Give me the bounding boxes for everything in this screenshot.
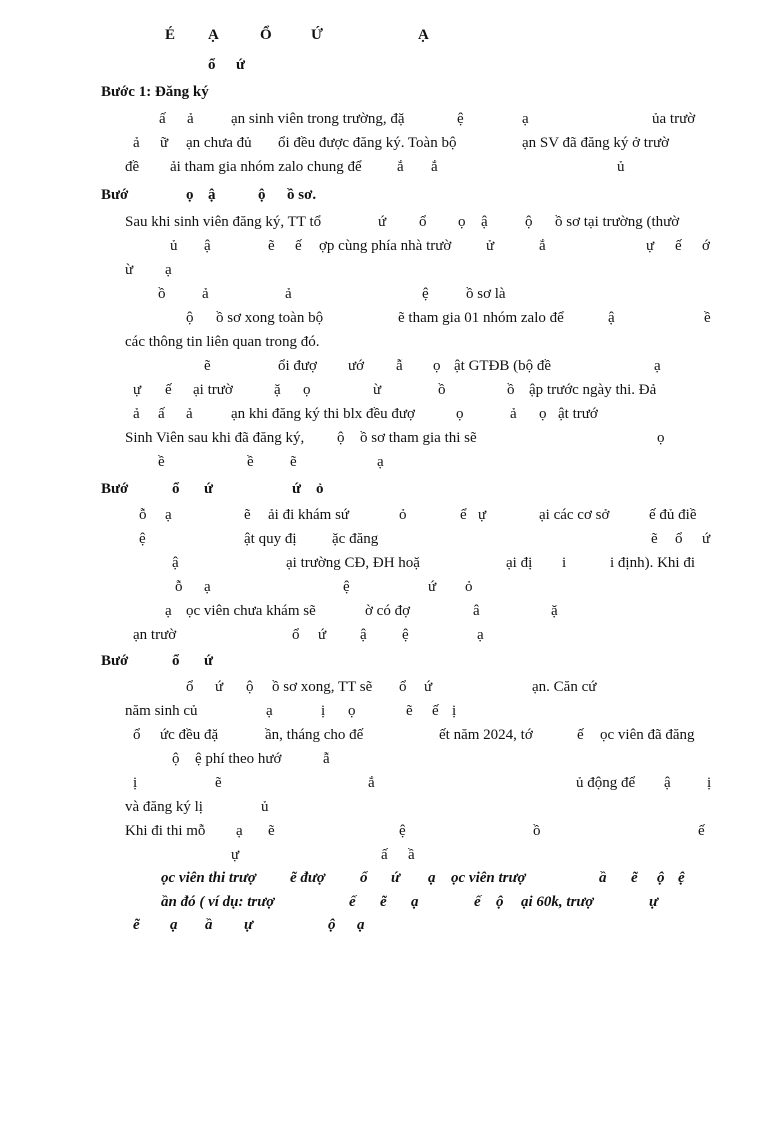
step1-line bbox=[0, 156, 768, 178]
text-fragment: ị bbox=[452, 703, 457, 719]
step2-heading bbox=[0, 184, 768, 206]
text-fragment: ỏ bbox=[465, 579, 473, 595]
step4-line bbox=[0, 772, 768, 794]
text-fragment: ặc đăng bbox=[332, 531, 379, 547]
note-fragment: ự bbox=[649, 894, 658, 910]
text-fragment: ạn. Căn cứ bbox=[532, 679, 597, 695]
text-fragment: ỗ bbox=[139, 507, 147, 523]
step4-note-line bbox=[0, 914, 768, 936]
title-fragment: Ổ bbox=[260, 27, 272, 43]
text-fragment: ọ bbox=[303, 382, 311, 398]
step2-line bbox=[0, 283, 768, 305]
text-fragment: ự bbox=[133, 382, 142, 398]
text-fragment: ứ bbox=[424, 679, 433, 695]
text-fragment: ạ bbox=[522, 111, 529, 127]
heading-text: Bước 1: Đăng ký bbox=[101, 84, 209, 100]
text-fragment: ẫ bbox=[396, 358, 403, 374]
note-fragment: ổ bbox=[360, 870, 368, 886]
text-fragment: ọ bbox=[348, 703, 356, 719]
step4-note-line bbox=[0, 867, 768, 889]
note-fragment: ẽ đượ bbox=[290, 870, 325, 886]
title-fragment: Ạ bbox=[418, 27, 429, 43]
step2-line bbox=[0, 379, 768, 401]
text-fragment: ẫ bbox=[323, 751, 330, 767]
text-fragment: ổ bbox=[292, 627, 300, 643]
text-fragment: ệ bbox=[139, 531, 146, 547]
text-fragment: ẽ bbox=[406, 703, 413, 719]
text-fragment: năm sinh củ bbox=[125, 703, 198, 719]
note-fragment: ệ bbox=[678, 870, 685, 886]
text-fragment: ết năm 2024, tớ bbox=[439, 727, 533, 743]
text-fragment: ọ bbox=[539, 406, 547, 422]
text-fragment: ủ bbox=[261, 799, 269, 815]
text-fragment: ế đủ điề bbox=[649, 507, 697, 523]
note-fragment: ạ bbox=[170, 917, 178, 933]
text-fragment: ẽ bbox=[290, 454, 297, 470]
step2-line bbox=[0, 403, 768, 425]
text-fragment: đề bbox=[125, 159, 140, 175]
text-fragment: ồ bbox=[507, 382, 515, 398]
text-fragment: ả bbox=[285, 286, 292, 302]
heading-text: ộ bbox=[258, 187, 266, 203]
text-fragment: ạ bbox=[165, 507, 172, 523]
heading-text: ỏ bbox=[316, 481, 324, 497]
step4-line bbox=[0, 820, 768, 842]
step1-line bbox=[0, 132, 768, 154]
text-fragment: ậ bbox=[172, 555, 179, 571]
title-fragment: Ứ bbox=[311, 27, 323, 43]
step1-line bbox=[0, 108, 768, 130]
step2-line bbox=[0, 427, 768, 449]
text-fragment: ạ bbox=[477, 627, 484, 643]
text-fragment: ấ bbox=[158, 406, 165, 422]
text-fragment: ồ sơ xong, TT sẽ bbox=[272, 679, 373, 695]
text-fragment: ật GTĐB (bộ đề bbox=[454, 358, 552, 374]
text-fragment: ướ bbox=[348, 358, 365, 374]
text-fragment: ỗ bbox=[175, 579, 183, 595]
text-fragment: ải tham gia nhóm zalo chung để bbox=[170, 159, 362, 175]
text-fragment: ắ bbox=[397, 159, 404, 175]
text-fragment: ộ bbox=[186, 310, 194, 326]
text-fragment: ậ bbox=[204, 238, 211, 254]
text-fragment: ậ bbox=[481, 214, 488, 230]
text-fragment: ị bbox=[707, 775, 712, 791]
text-fragment: ứ bbox=[702, 531, 711, 547]
text-fragment: ổ bbox=[399, 679, 407, 695]
text-fragment: ọ bbox=[456, 406, 464, 422]
step3-line bbox=[0, 552, 768, 574]
text-fragment: ẽ bbox=[268, 823, 275, 839]
text-fragment: ể bbox=[460, 507, 467, 523]
text-fragment: ợp cùng phía nhà trườ bbox=[319, 238, 452, 254]
text-fragment: ổ bbox=[675, 531, 683, 547]
step2-line bbox=[0, 235, 768, 257]
text-fragment: ệ phí theo hướ bbox=[195, 751, 282, 767]
text-fragment: ề bbox=[158, 454, 165, 470]
doc-title bbox=[0, 24, 768, 46]
text-fragment: ự bbox=[478, 507, 487, 523]
text-fragment: ệ bbox=[402, 627, 409, 643]
step2-line bbox=[0, 355, 768, 377]
text-fragment: ấ bbox=[381, 847, 388, 863]
text-fragment: ế bbox=[577, 727, 584, 743]
text-fragment: ừ bbox=[373, 382, 382, 398]
text-fragment: ớ bbox=[702, 238, 710, 254]
step3-heading bbox=[0, 478, 768, 500]
text-fragment: ồ sơ tham gia thi sẽ bbox=[360, 430, 477, 446]
text-fragment: ập trước ngày thi. Đả bbox=[529, 382, 657, 398]
text-fragment: ắ bbox=[368, 775, 375, 791]
text-fragment: ứ bbox=[378, 214, 387, 230]
text-fragment: â bbox=[473, 603, 480, 619]
text-fragment: ẽ tham gia 01 nhóm zalo để bbox=[398, 310, 564, 326]
text-fragment: ả bbox=[510, 406, 517, 422]
text-fragment: ồ bbox=[438, 382, 446, 398]
step2-line bbox=[0, 331, 768, 353]
text-fragment: ồ sơ tại trường (thườ bbox=[555, 214, 680, 230]
step4-line bbox=[0, 748, 768, 770]
text-fragment: ắ bbox=[539, 238, 546, 254]
text-fragment: ạ bbox=[654, 358, 661, 374]
text-fragment: ạ bbox=[165, 603, 172, 619]
text-fragment: Sau khi sinh viên đăng ký, TT tổ bbox=[125, 214, 322, 230]
text-fragment: ủ bbox=[617, 159, 625, 175]
text-fragment: ả bbox=[202, 286, 209, 302]
note-fragment: ạ bbox=[411, 894, 419, 910]
doc-subtitle bbox=[0, 54, 768, 76]
text-fragment: ự bbox=[646, 238, 655, 254]
heading-text: ọ bbox=[186, 187, 194, 203]
text-fragment: ỏ bbox=[399, 507, 407, 523]
text-fragment: ậ bbox=[608, 310, 615, 326]
title-fragment: É bbox=[165, 27, 176, 43]
note-fragment: ế bbox=[474, 894, 481, 910]
step4-line bbox=[0, 796, 768, 818]
text-fragment: ọc viên chưa khám sẽ bbox=[186, 603, 316, 619]
text-fragment: ủ động để bbox=[576, 775, 636, 791]
text-fragment: ử bbox=[486, 238, 495, 254]
step3-line bbox=[0, 504, 768, 526]
text-fragment: ộ bbox=[172, 751, 180, 767]
heading-text: ổ bbox=[172, 653, 180, 669]
text-fragment: ải đi khám sứ bbox=[268, 507, 350, 523]
note-fragment: ộ bbox=[496, 894, 504, 910]
note-fragment: ại 60k, trượ bbox=[521, 894, 594, 910]
text-fragment: ổ bbox=[133, 727, 141, 743]
step4-line bbox=[0, 844, 768, 866]
text-fragment: ồ bbox=[158, 286, 166, 302]
subtitle-fragment: ứ bbox=[236, 57, 246, 73]
text-fragment: ậ bbox=[360, 627, 367, 643]
text-fragment: ạ bbox=[204, 579, 211, 595]
text-fragment: ạn trườ bbox=[133, 627, 177, 643]
text-fragment: ế bbox=[295, 238, 302, 254]
heading-text: ứ bbox=[204, 481, 214, 497]
text-fragment: ọ bbox=[458, 214, 466, 230]
step1-heading bbox=[0, 81, 768, 103]
text-fragment: ọ bbox=[433, 358, 441, 374]
text-fragment: ờ có đợ bbox=[365, 603, 411, 619]
text-fragment: ẽ bbox=[651, 531, 658, 547]
text-fragment: ức đều đặ bbox=[160, 727, 219, 743]
step2-line bbox=[0, 211, 768, 233]
text-fragment: và đăng ký lị bbox=[125, 799, 203, 815]
text-fragment: các thông tin liên quan trong đó. bbox=[125, 334, 320, 350]
note-fragment: ọc viên thi trượ bbox=[161, 870, 256, 886]
text-fragment: ẽ bbox=[268, 238, 275, 254]
text-fragment: ắ bbox=[431, 159, 438, 175]
text-fragment: ả bbox=[187, 111, 194, 127]
text-fragment: ạ bbox=[236, 823, 243, 839]
text-fragment: ứ bbox=[428, 579, 437, 595]
text-fragment: ần, tháng cho đế bbox=[265, 727, 364, 743]
text-fragment: ật trướ bbox=[558, 406, 598, 422]
text-fragment: ệ bbox=[343, 579, 350, 595]
text-fragment: ị bbox=[133, 775, 138, 791]
heading-text: ứ bbox=[292, 481, 302, 497]
heading-text: Bướ bbox=[101, 481, 129, 497]
text-fragment: ủa trườ bbox=[652, 111, 696, 127]
text-fragment: ại đị bbox=[506, 555, 533, 571]
text-fragment: ả bbox=[186, 406, 193, 422]
text-fragment: ại trườ bbox=[193, 382, 233, 398]
text-fragment: ạ bbox=[377, 454, 384, 470]
text-fragment: ổ bbox=[186, 679, 194, 695]
note-fragment: ạ bbox=[428, 870, 436, 886]
text-fragment: ữ bbox=[160, 135, 169, 151]
text-fragment: ại trường CĐ, ĐH hoặ bbox=[286, 555, 420, 571]
text-fragment: ả bbox=[133, 135, 140, 151]
text-fragment: ộ bbox=[337, 430, 345, 446]
text-fragment: ệ bbox=[422, 286, 429, 302]
text-fragment: ế bbox=[432, 703, 439, 719]
text-fragment: ộ bbox=[525, 214, 533, 230]
text-fragment: ứ bbox=[215, 679, 224, 695]
note-fragment: ầ bbox=[599, 870, 607, 886]
step2-line bbox=[0, 451, 768, 473]
text-fragment: ầ bbox=[408, 847, 415, 863]
note-fragment: ần đó ( ví dụ: trượ bbox=[161, 894, 275, 910]
text-fragment: ổ bbox=[419, 214, 427, 230]
heading-text: ổ bbox=[172, 481, 180, 497]
text-fragment: ừ bbox=[125, 262, 134, 278]
text-fragment: ặ bbox=[274, 382, 281, 398]
step3-line bbox=[0, 576, 768, 598]
step4-line bbox=[0, 724, 768, 746]
heading-text: ứ bbox=[204, 653, 214, 669]
text-fragment: ộ bbox=[246, 679, 254, 695]
heading-text: ồ sơ. bbox=[287, 187, 317, 203]
text-fragment: ổi đượ bbox=[278, 358, 317, 374]
note-fragment: ạ bbox=[357, 917, 365, 933]
text-fragment: ổi đều được đăng ký. Toàn bộ bbox=[278, 135, 457, 151]
note-fragment: ứ bbox=[391, 870, 400, 886]
step3-line bbox=[0, 624, 768, 646]
step4-note-line bbox=[0, 891, 768, 913]
heading-text: ậ bbox=[208, 187, 216, 203]
text-fragment: ậ bbox=[664, 775, 671, 791]
text-fragment: ại các cơ sở bbox=[539, 507, 610, 523]
text-fragment: ọ bbox=[657, 430, 665, 446]
text-fragment: ạn SV đã đăng ký ở trườ bbox=[522, 135, 670, 151]
text-fragment: ạ bbox=[266, 703, 273, 719]
text-fragment: ạn sinh viên trong trường, đặ bbox=[231, 111, 405, 127]
step4-heading bbox=[0, 650, 768, 672]
text-fragment: i định). Khi đi bbox=[610, 555, 695, 571]
text-fragment: ạn chưa đủ bbox=[186, 135, 252, 151]
step4-line bbox=[0, 676, 768, 698]
text-fragment: ề bbox=[704, 310, 711, 326]
heading-text: Bướ bbox=[101, 187, 129, 203]
text-fragment: ồ sơ là bbox=[466, 286, 506, 302]
text-fragment: ế bbox=[698, 823, 705, 839]
text-fragment: Sinh Viên sau khi đã đăng ký, bbox=[125, 430, 305, 446]
note-fragment: ộ bbox=[328, 917, 336, 933]
text-fragment: ạ bbox=[165, 262, 172, 278]
step3-line bbox=[0, 600, 768, 622]
step2-line bbox=[0, 259, 768, 281]
text-fragment: ị bbox=[321, 703, 326, 719]
text-fragment: ặ bbox=[551, 603, 558, 619]
text-fragment: ế bbox=[165, 382, 172, 398]
text-fragment: ấ bbox=[159, 111, 166, 127]
text-fragment: ọc viên đã đăng bbox=[600, 727, 695, 743]
text-fragment: ẽ bbox=[204, 358, 211, 374]
step2-line bbox=[0, 307, 768, 329]
text-fragment: ệ bbox=[457, 111, 464, 127]
text-fragment: ồ bbox=[533, 823, 541, 839]
heading-text: Bướ bbox=[101, 653, 129, 669]
text-fragment: ề bbox=[247, 454, 254, 470]
text-fragment: i bbox=[562, 555, 567, 571]
text-fragment: ẽ bbox=[215, 775, 222, 791]
text-fragment: ự bbox=[231, 847, 240, 863]
text-fragment: ế bbox=[675, 238, 682, 254]
note-fragment: ẽ bbox=[133, 917, 140, 933]
note-fragment: ế bbox=[349, 894, 356, 910]
text-fragment: ạn khi đăng ký thi blx đều đượ bbox=[231, 406, 415, 422]
text-fragment: ẽ bbox=[244, 507, 251, 523]
step3-line bbox=[0, 528, 768, 550]
text-fragment: ả bbox=[133, 406, 140, 422]
note-fragment: ộ bbox=[657, 870, 665, 886]
text-fragment: ệ bbox=[399, 823, 406, 839]
note-fragment: ự bbox=[244, 917, 253, 933]
text-fragment: ứ bbox=[318, 627, 327, 643]
text-fragment: Khi đi thi mỗ bbox=[125, 823, 206, 839]
subtitle-fragment: ổ bbox=[208, 57, 216, 73]
step4-line bbox=[0, 700, 768, 722]
text-fragment: ồ sơ xong toàn bộ bbox=[216, 310, 324, 326]
note-fragment: ọc viên trượ bbox=[451, 870, 526, 886]
note-fragment: ầ bbox=[205, 917, 213, 933]
title-fragment: Ạ bbox=[208, 27, 219, 43]
note-fragment: ẽ bbox=[380, 894, 387, 910]
note-fragment: ẽ bbox=[631, 870, 638, 886]
text-fragment: ủ bbox=[170, 238, 178, 254]
text-fragment: ật quy đị bbox=[244, 531, 297, 547]
